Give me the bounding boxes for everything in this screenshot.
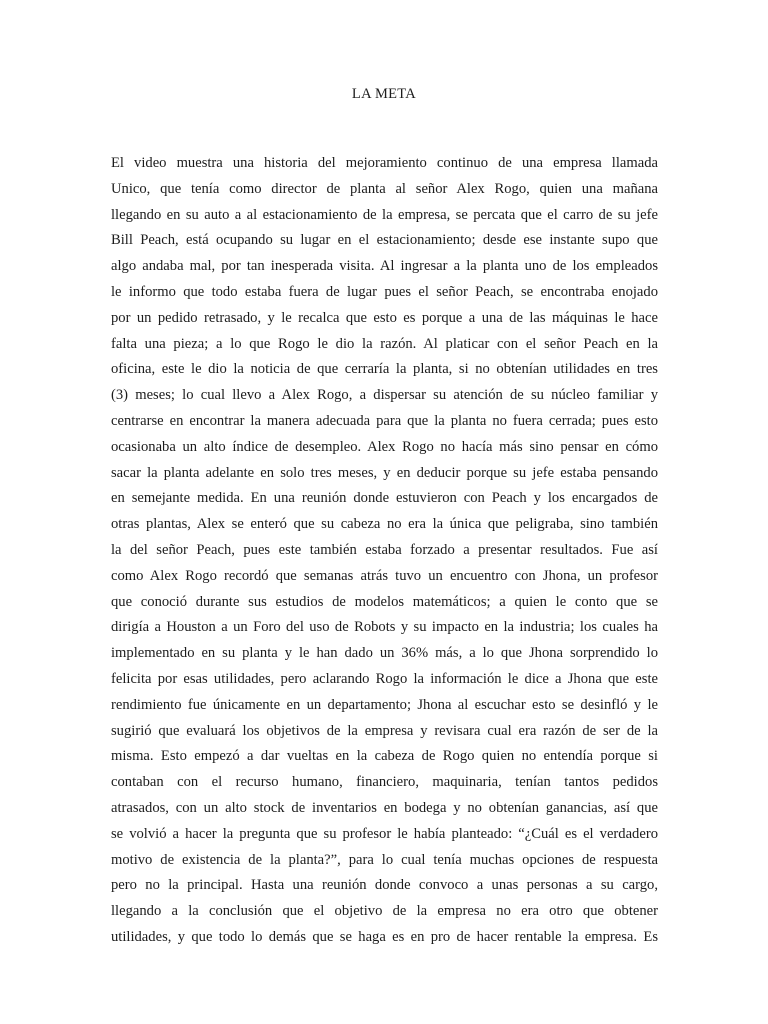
body-line: oficina, este le dio la noticia de que cerraría la planta, si no obtenían utilidades en tres — [111, 361, 658, 378]
body-line: sacar la planta adelante en solo tres meses, y en deducir porque su jefe estaba pensando — [111, 464, 658, 481]
body-line: utilidades, y que todo lo demás que se haga es en pro de hacer rentable la empresa. Es — [111, 928, 658, 945]
document-title: LA META — [351, 86, 417, 102]
body-line: le informo que todo estaba fuera de lugar pues el señor Peach, se encontraba enojado — [111, 283, 658, 300]
body-line: ocasionaba un alto índice de desempleo. Alex Rogo no hacía más sino pensar en cómo — [111, 438, 658, 455]
body-line: Unico, que tenía como director de planta al señor Alex Rogo, quien una mañana — [111, 180, 658, 197]
body-line: sugirió que evaluará los objetivos de la empresa y revisara cual era razón de ser de la — [111, 722, 658, 739]
body-line: se volvió a hacer la pregunta que su profesor le había planteado: “¿Cuál es el verdadero — [111, 825, 658, 842]
body-line: pero no la principal. Hasta una reunión donde convoco a unas personas a su cargo, — [111, 877, 658, 894]
body-line: dirigía a Houston a un Foro del uso de Robots y su impacto en la industria; los cuales ha — [111, 619, 658, 636]
body-line: falta una pieza; a lo que Rogo le dio la razón. Al platicar con el señor Peach en la — [111, 335, 658, 352]
body-line: Bill Peach, está ocupando su lugar en el estacionamiento; desde ese instante supo que — [111, 232, 658, 249]
body-line: (3) meses; lo cual llevo a Alex Rogo, a dispersar su atención de su núcleo familiar y — [111, 387, 658, 404]
body-line: felicita por esas utilidades, pero aclarando Rogo la información le dice a Jhona que este — [111, 670, 658, 687]
body-line: misma. Esto empezó a dar vueltas en la cabeza de Rogo quien no entendía porque si — [111, 748, 658, 765]
body-line: que conoció durante sus estudios de modelos matemáticos; a quien le conto que se — [111, 593, 658, 610]
body-line: otras plantas, Alex se enteró que su cabeza no era la única que peligraba, sino también — [111, 516, 658, 533]
body-line: en semejante medida. En una reunión donde estuvieron con Peach y los encargados de — [111, 490, 658, 507]
body-line: rendimiento fue únicamente en un departamento; Jhona al escuchar esto se desinfló y le — [111, 696, 658, 713]
body-line: atrasados, con un alto stock de inventarios en bodega y no obtenían ganancias, así que — [111, 799, 658, 816]
body-line: por un pedido retrasado, y le recalca que esto es porque a una de las máquinas le hace — [111, 309, 658, 326]
body-line: centrarse en encontrar la manera adecuada para que la planta no fuera cerrada; pues esto — [111, 412, 658, 429]
body-line: algo andaba mal, por tan inesperada visita. Al ingresar a la planta uno de los empleados — [111, 258, 658, 275]
body-line: como Alex Rogo recordó que semanas atrás tuvo un encuentro con Jhona, un profesor — [111, 567, 658, 584]
body-line: llegando a la conclusión que el objetivo de la empresa no era otro que obtener — [111, 903, 658, 920]
body-line: llegando en su auto a al estacionamiento de la empresa, se percata que el carro de su jefe — [111, 206, 658, 223]
body-line: El video muestra una historia del mejoramiento continuo de una empresa llamada — [111, 155, 658, 171]
body-line: motivo de existencia de la planta?”, para lo cual tenía muchas opciones de respuesta — [111, 851, 658, 868]
document-body — [111, 151, 658, 951]
body-line: la del señor Peach, pues este también estaba forzado a presentar resultados. Fue así — [111, 541, 658, 558]
body-line: implementado en su planta y le han dado un 36% más, a lo que Jhona sorprendido lo — [111, 645, 658, 662]
body-line: contaban con el recurso humano, financiero, maquinaria, tenían tantos pedidos — [111, 774, 658, 791]
